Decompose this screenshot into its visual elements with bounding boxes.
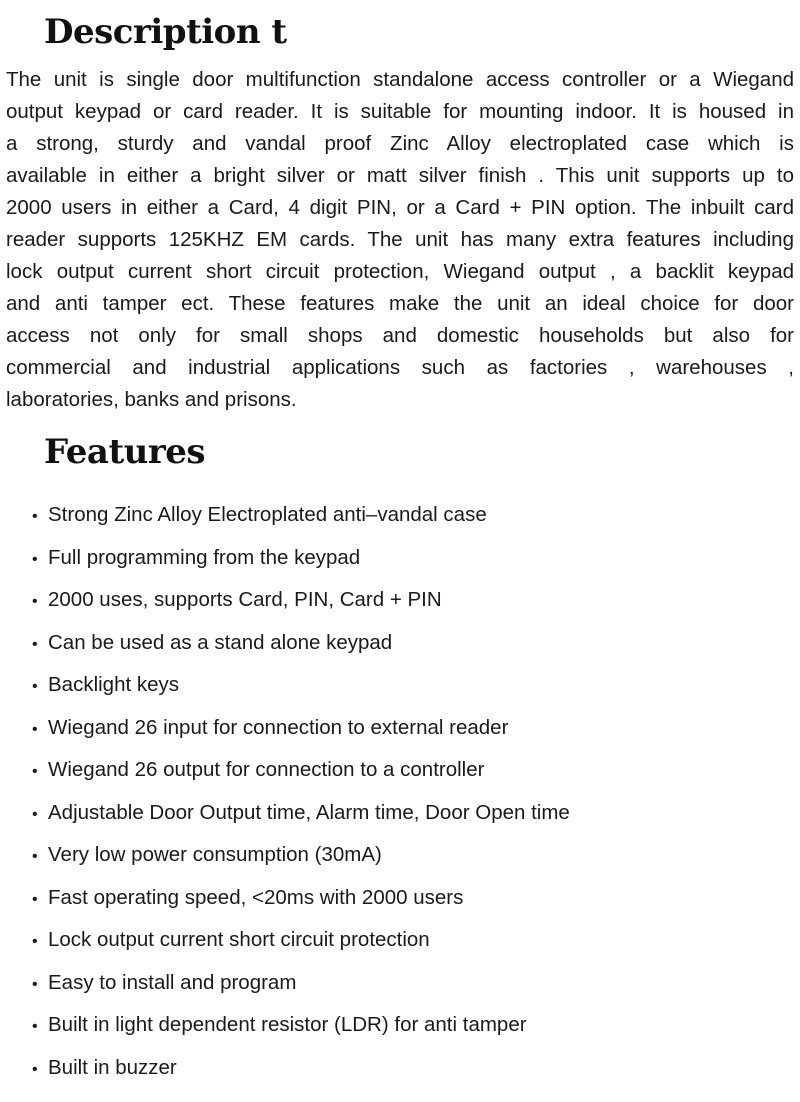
description-line: The unit is single door multifunction standalone access controller or a Wiegand [6,68,794,91]
description-line: commercial and industrial applications such as factories , warehouses , [6,356,794,379]
description-line: access not only for small shops and domestic households but also for [6,324,794,347]
feature-item [32,622,570,665]
feature-item [32,962,570,1005]
feature-item [32,834,570,877]
description-line: laboratories, banks and prisons. [6,388,297,411]
feature-item [32,1047,570,1090]
bullet-icon: • [32,508,38,525]
feature-text: Wiegand 26 output for connection to a controller [48,758,485,781]
feature-text: Wiegand 26 input for connection to external reader [48,715,509,739]
bullet-icon: • [32,550,38,568]
bullet-icon: • [32,720,38,738]
description-line: and anti tamper ect. These features make the unit an ideal choice for door [6,292,794,315]
feature-text: Easy to install and program [48,970,297,994]
feature-text: Backlight keys [48,673,180,696]
feature-text: Full programming from the keypad [48,545,361,569]
bullet-icon: • [32,848,38,865]
description-line: available in either a bright silver or matt silver finish . This unit supports up to [6,164,794,187]
feature-text: Can be used as a stand alone keypad [48,630,393,654]
feature-text: Adjustable Door Output time, Alarm time, Door Open time [48,800,570,824]
features-list [32,494,570,1089]
description-paragraph [6,64,794,416]
bullet-icon: • [32,805,38,823]
bullet-icon: • [32,635,38,653]
feature-text: Very low power consumption (30mA) [48,843,382,866]
feature-text: Fast operating speed, <20ms with 2000 users [48,885,464,909]
feature-text: Built in buzzer [48,1055,177,1079]
feature-item [32,792,570,835]
bullet-icon: • [32,1018,38,1035]
feature-item [32,1004,570,1047]
feature-item [32,877,570,920]
features-heading: Features [44,432,206,472]
description-line: output keypad or card reader. It is suitable for mounting indoor. It is housed in [6,100,794,123]
feature-text: Built in light dependent resistor (LDR) for anti tamper [48,1013,527,1036]
feature-text: Lock output current short circuit protection [48,928,430,951]
bullet-icon: • [32,890,38,908]
description-heading: Description t [44,12,287,52]
feature-item [32,919,570,962]
feature-item [32,707,570,750]
bullet-icon: • [32,1060,38,1078]
feature-item [32,579,570,622]
bullet-icon: • [32,678,38,695]
bullet-icon: • [32,763,38,780]
feature-item [32,537,570,580]
feature-item [32,494,570,537]
bullet-icon: • [32,933,38,950]
bullet-icon: • [32,975,38,993]
feature-text: 2000 uses, supports Card, PIN, Card + PIN [48,588,442,611]
feature-text: Strong Zinc Alloy Electroplated anti–vandal case [48,503,487,526]
description-line: reader supports 125KHZ EM cards. The unit has many extra features including [6,228,794,251]
feature-item [32,749,570,792]
feature-item [32,664,570,707]
description-line: lock output current short circuit protection, Wiegand output , a backlit keypad [6,260,794,283]
description-line: 2000 users in either a Card, 4 digit PIN, or a Card + PIN option. The inbuilt card [6,196,794,219]
bullet-icon: • [32,593,38,610]
description-line: a strong, sturdy and vandal proof Zinc Alloy electroplated case which is [6,132,794,155]
